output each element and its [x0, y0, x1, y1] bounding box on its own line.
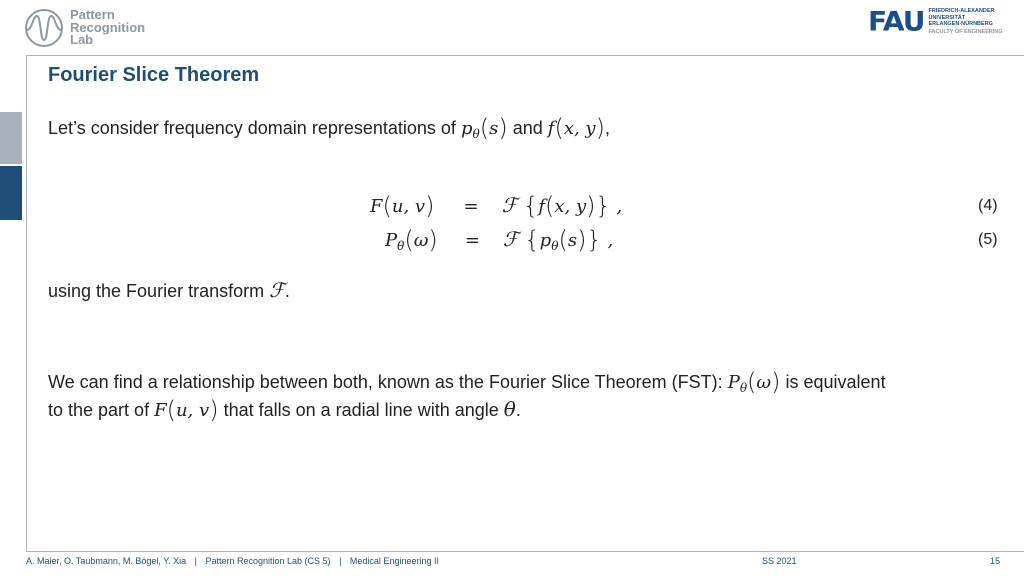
equation-4: [370, 192, 622, 220]
intro-prefix: Let’s consider frequency domain representations of: [48, 118, 456, 138]
footer-authors: A. Maier, O. Taubmann, M. Bögel, Y. Xia: [26, 556, 187, 566]
math-f-x-y: f(x, y): [547, 114, 605, 142]
fau-logo: [868, 5, 1003, 38]
fst-line2-end: .: [515, 400, 521, 420]
footer-left: [26, 556, 439, 566]
fau-line-3: ERLANGEN-NÜRNBERG: [928, 21, 993, 27]
fau-line-1: FRIEDRICH-ALEXANDER: [928, 8, 995, 15]
footer-separator-2: |: [339, 556, 342, 566]
side-tab-current: [0, 166, 22, 220]
fau-faculty: FACULTY OF ENGINEERING: [928, 29, 1003, 36]
eq4-rhs: ℱ {f(x, y)} ,: [501, 192, 623, 220]
slide-title: Fourier Slice Theorem: [48, 64, 260, 86]
eq4-lhs: F(u, v): [370, 192, 435, 220]
lab-wave-icon: [24, 8, 64, 48]
using-line: [48, 278, 290, 302]
eq5-equals: =: [464, 230, 480, 251]
using-prefix: using the Fourier transform: [48, 281, 265, 301]
fst-line-1: [48, 368, 886, 396]
equation-5: [385, 226, 613, 254]
intro-line: [48, 114, 610, 142]
math-p-theta-s: $p_\theta(s)$: [460, 114, 508, 142]
footer-semester: SS 2021: [762, 556, 797, 566]
eq5-rhs: ℱ $\{p_\theta(s)\}$ ,: [502, 226, 614, 254]
intro-suffix: ,: [604, 118, 610, 138]
fst-line1-suffix: is equivalent: [785, 372, 886, 392]
math-theta: θ: [503, 397, 516, 421]
footer-lab: Pattern Recognition Lab (CS 5): [205, 556, 331, 566]
side-tab-previous: [0, 112, 22, 164]
fst-line2-prefix: to the part of: [48, 400, 150, 420]
lab-logo-line-2: Recognition: [70, 19, 146, 35]
footer-page-number: 15: [990, 556, 1001, 566]
lab-logo-line-3: Lab: [70, 32, 94, 48]
lab-logo-text: [70, 9, 145, 47]
math-F-u-v: F(u, v): [154, 396, 219, 424]
footer-course: Medical Engineering II: [349, 556, 439, 566]
math-P-theta-omega: $P_\theta(\omega)$: [727, 368, 781, 396]
eq4-number: (4): [978, 197, 998, 214]
fst-line2-suffix: that falls on a radial line with angle: [223, 400, 499, 420]
intro-and: and: [512, 118, 543, 138]
eq5-number: (5): [978, 231, 998, 248]
fau-name-lines: [928, 8, 1002, 36]
fau-wordmark: FAU: [868, 5, 925, 38]
fst-line1-prefix: We can find a relationship between both, known as the Fourier Slice Theorem (FST):: [48, 372, 723, 392]
lab-logo-line-1: Pattern: [70, 7, 115, 23]
footer-separator-1: |: [194, 556, 197, 566]
eq4-equals: =: [463, 196, 479, 217]
pattern-recognition-lab-logo: [24, 8, 145, 48]
eq5-lhs: $P_\theta(\omega)$: [385, 226, 438, 254]
using-suffix: .: [284, 281, 290, 301]
fst-line-2: [48, 396, 521, 424]
fau-line-2: UNIVERSITÄT: [928, 14, 966, 21]
math-fourier-script-f: ℱ: [269, 278, 285, 302]
